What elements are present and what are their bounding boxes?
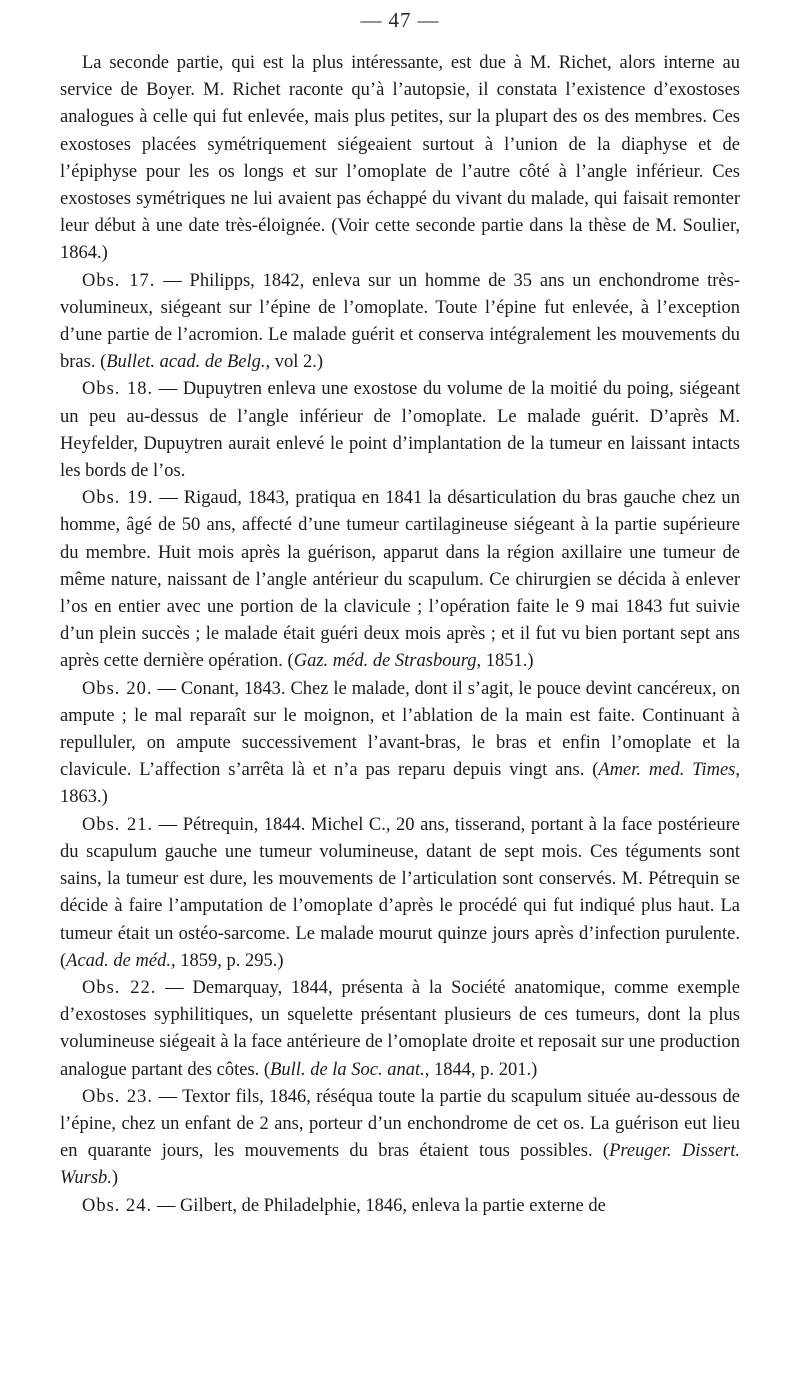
observation-text: — Rigaud, 1843, pratiqua en 1841 la désarticulation du bras gauche chez un homme, âgé de 50 ans, affecté d’une tumeur cartilagineuse siégeant à la partie supérieure du membre. Huit mois après la guérison, apparut dans la région axillaire une tumeur de même nature, naissant de l’angle antérieur du scapulum. Ce chirurgien se décida à enlever l’os en entier avec une portion de la clavicule ; l’opération faite le 9 mai 1843 fut suivie d’un plein succès ; le malade était guéri deux mois après ; et il fut vu bien portant sept ans après cette dernière opération. ( (60, 488, 741, 672)
observation-reference: Amer. med. Times (598, 760, 736, 781)
observation-17 (60, 268, 740, 377)
observation-label: Obs. 24. (82, 1195, 153, 1216)
observation-label: Obs. 20. (82, 678, 153, 699)
body-text (60, 50, 740, 1220)
observation-24 (60, 1193, 740, 1220)
observation-text: — Conant, 1843. Chez le malade, dont il s’agit, le pouce devint cancéreux, on ampute ; le mal reparaît sur le moignon, et l’ablation de la main est faite. Continuant à repulluler, on ampute successivement l’avant-bras, le bras et enfin l’omoplate et la clavicule. L’affection s’arrêta là et n’a pas reparu depuis vingt ans. ( (60, 678, 740, 781)
observation-text: — Pétrequin, 1844. Michel C., 20 ans, tisserand, portant à la face postérieure du scapulum gauche une tumeur volumineuse, datant de sept mois. Ces téguments sont sains, la tumeur est dure, les mouvements de l’articulation sont conservés. M. Pétrequin se décide à faire l’amputation de l’omoplate d’après le procédé qui fut indiqué plus haut. La tumeur était un ostéo-sarcome. Le malade mourut quinze jours après d’infection purulente. ( (60, 814, 740, 971)
page-number-dash-right: — (417, 8, 440, 32)
observation-text: — Textor fils, 1846, réséqua toute la partie du scapulum située au-dessous de l’épine, chez un enfant de 2 ans, porteur d’un enchondrome de cet os. La guérison eut lieu en quarante jours, les mouvements du bras étaient tous possibles. ( (60, 1086, 740, 1162)
page-number-dash-left: — (360, 8, 383, 32)
observation-text: — Gilbert, de Philadelphie, 1846, enleva la partie externe de (152, 1195, 606, 1216)
observation-text: — Philipps, 1842, enleva sur un homme de 35 ans un enchondrome très-volumineux, siégeant sur l’épine de l’omoplate. Toute l’épine fut enlevée, à l’exception d’une partie de l’acromion. Le malade guérit et conserva intégralement les mouvements du bras. ( (60, 270, 741, 373)
observation-reference: Bullet. acad. de Belg. (106, 352, 266, 373)
observation-20 (60, 676, 740, 812)
paragraph-text: La seconde partie, qui est la plus intéressante, est due à M. Richet, alors interne au service de Boyer. M. Richet raconte qu’à l’autopsie, il constata l’existence d’exostoses analogues à celle qui fut enlevée, mais plus petites, sur la plupart des os des membres. Ces exostoses placées symétriquement siégeaient surtout à l’union de la diaphyse et de l’épiphyse pour les os longs et sur l’omoplate de l’autre côté à l’angle inférieur. Ces exostoses symétriques ne lui avaient pas échappé du vivant du malade, qui faisait remonter leur début à une date très-éloignée. (Voir cette seconde partie dans la thèse de M. Soulier, 1864.) (60, 53, 740, 264)
observation-reference-end: , 1844, p. 201.) (424, 1059, 538, 1080)
observation-reference: Acad. de méd. (66, 950, 171, 971)
observation-label: Obs. 17. (82, 270, 156, 291)
observation-label: Obs. 21. (82, 814, 154, 835)
observation-label: Obs. 19. (82, 488, 154, 509)
observation-reference-end: , 1859, p. 295.) (170, 950, 284, 971)
observation-reference-end: , 1851.) (476, 651, 534, 672)
observation-reference-end: ) (111, 1168, 119, 1189)
observation-19 (60, 485, 740, 675)
page-number-value: 47 (388, 8, 412, 32)
observation-reference: Preuger. Dissert. Wursb. (60, 1141, 740, 1189)
observation-18 (60, 376, 740, 485)
observation-reference: Bull. de la Soc. anat. (270, 1059, 425, 1080)
observation-reference: Gaz. méd. de Strasbourg (293, 651, 477, 672)
observation-23 (60, 1084, 740, 1193)
observation-label: Obs. 18. (82, 379, 154, 400)
observation-label: Obs. 23. (82, 1086, 154, 1107)
observation-label: Obs. 22. (82, 977, 157, 998)
observation-reference-end: , vol 2.) (265, 352, 324, 373)
observation-text: — Demarquay, 1844, présenta à la Société anatomique, comme exemple d’exostoses syphilitiques, un squelette présentant plusieurs de ces tumeurs, dont la plus volumineuse siégeait à la face antérieure de l’omoplate droite et reposait sur une production analogue partant des côtes. ( (60, 977, 740, 1080)
observation-reference-end: , 1863.) (60, 760, 740, 808)
page-number (0, 8, 800, 33)
paragraph-intro (60, 50, 740, 268)
observation-22 (60, 975, 740, 1084)
observation-21 (60, 812, 740, 975)
observation-text: — Dupuytren enleva une exostose du volume de la moitié du poing, siégeant un peu au-dessus de l’angle inférieur de l’omoplate. Le malade guérit. D’après M. Heyfelder, Dupuytren aurait enlevé le point d’implantation de la tumeur en laissant intacts les bords de l’os. (60, 379, 740, 482)
